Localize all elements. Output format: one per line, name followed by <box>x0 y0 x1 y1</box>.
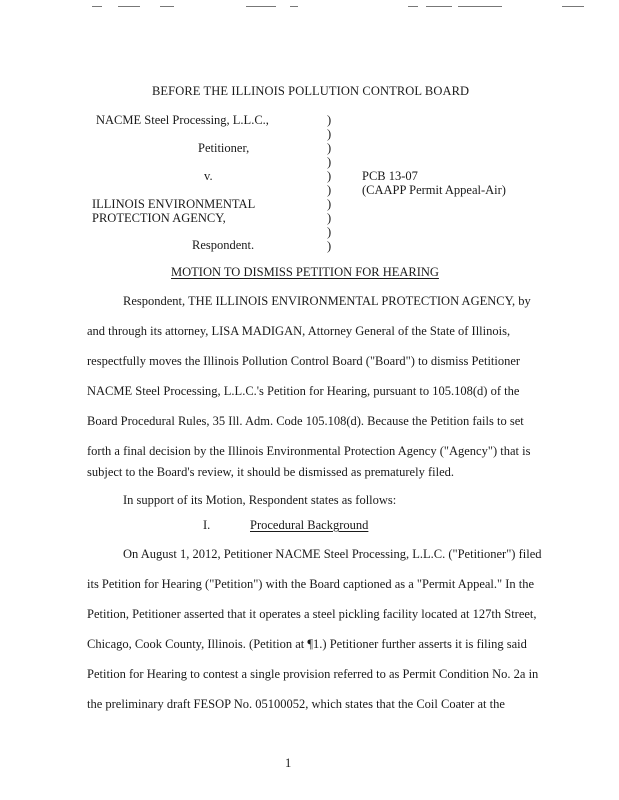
caption-paren: ) <box>327 183 332 197</box>
caption-paren: ) <box>327 141 332 155</box>
body-line: and through its attorney, LISA MADIGAN, Attorney General of the State of Illinois, <box>87 324 511 338</box>
body-line: subject to the Board's review, it should be dismissed as prematurely filed. <box>87 465 454 479</box>
support-line: In support of its Motion, Respondent states as follows: <box>123 493 397 507</box>
caption-paren: ) <box>327 225 332 239</box>
caption-paren: ) <box>327 155 332 169</box>
petitioner-role: Petitioner, <box>198 141 250 155</box>
body-line: Petition for Hearing to contest a single provision referred to as Permit Condition No. 2a in <box>87 667 539 681</box>
page-number: 1 <box>285 756 292 770</box>
body-line: Respondent, THE ILLINOIS ENVIRONMENTAL PROTECTION AGENCY, by <box>123 294 531 308</box>
court-heading: BEFORE THE ILLINOIS POLLUTION CONTROL BOARD <box>152 84 470 98</box>
caption-paren: ) <box>327 127 332 141</box>
respondent-name-line2: PROTECTION AGENCY, <box>92 211 226 225</box>
body-line: Chicago, Cook County, Illinois. (Petition at ¶1.) Petitioner further asserts it is filing said <box>87 637 527 651</box>
versus: v. <box>204 169 213 183</box>
respondent-name-line1: ILLINOIS ENVIRONMENTAL <box>92 197 256 211</box>
body-line: Board Procedural Rules, 35 Ill. Adm. Code 105.108(d). Because the Petition fails to set <box>87 414 524 428</box>
caption-paren: ) <box>327 169 332 183</box>
caption-paren: ) <box>327 113 332 127</box>
case-type: (CAAPP Permit Appeal-Air) <box>362 183 506 197</box>
caption-paren: ) <box>327 239 332 253</box>
caption-paren: ) <box>327 211 332 225</box>
scan-artifacts <box>0 6 619 12</box>
body-line: respectfully moves the Illinois Pollution Control Board ("Board") to dismiss Petitioner <box>87 354 521 368</box>
caption-paren: ) <box>327 197 332 211</box>
case-number: PCB 13-07 <box>362 169 418 183</box>
body-line: the preliminary draft FESOP No. 05100052, which states that the Coil Coater at the <box>87 697 505 711</box>
petitioner-name: NACME Steel Processing, L.L.C., <box>96 113 269 127</box>
body-line: NACME Steel Processing, L.L.C.'s Petition for Hearing, pursuant to 105.108(d) of the <box>87 384 520 398</box>
respondent-role: Respondent. <box>192 238 255 252</box>
body-line: forth a final decision by the Illinois Environmental Protection Agency ("Agency") that is <box>87 444 531 458</box>
section-title: Procedural Background <box>250 518 369 532</box>
body-line: On August 1, 2012, Petitioner NACME Steel Processing, L.L.C. ("Petitioner") filed <box>123 547 542 561</box>
motion-title: MOTION TO DISMISS PETITION FOR HEARING <box>171 265 439 279</box>
body-line: its Petition for Hearing ("Petition") with the Board captioned as a "Permit Appeal." In the <box>87 577 535 591</box>
section-number: I. <box>203 518 211 532</box>
body-line: Petition, Petitioner asserted that it operates a steel pickling facility located at 127th Street, <box>87 607 537 621</box>
